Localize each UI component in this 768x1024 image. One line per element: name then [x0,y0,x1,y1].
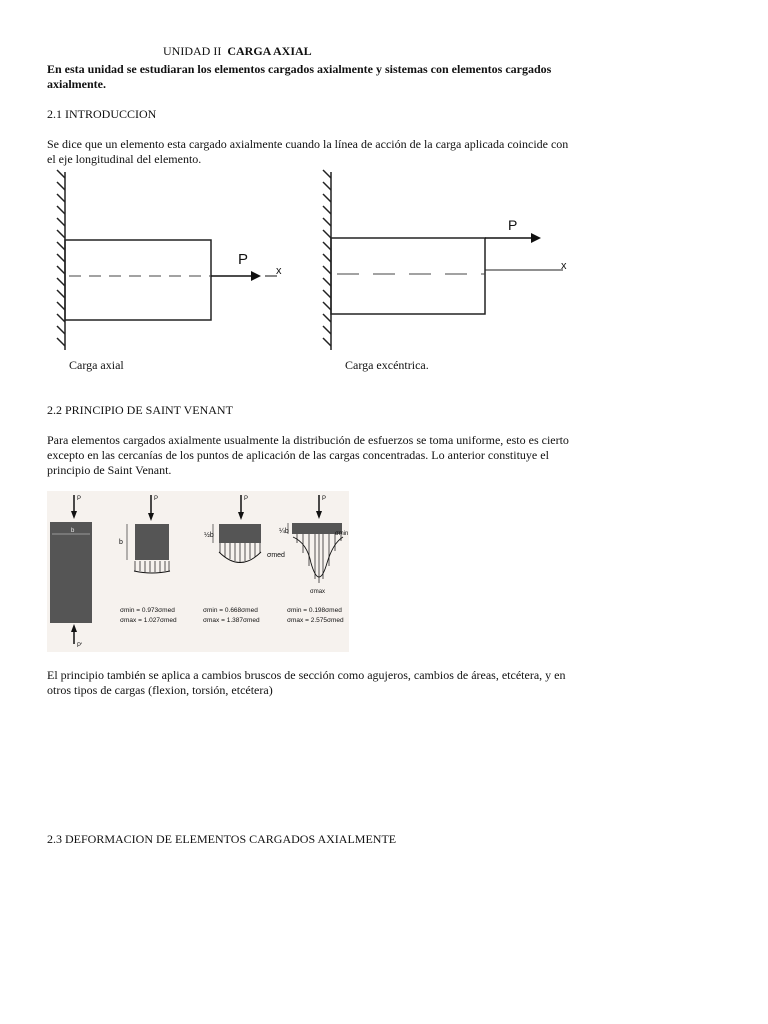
right-wall [323,170,331,350]
section-2-2-heading: 2.2 PRINCIPIO DE SAINT VENANT [47,403,233,417]
svg-text:P': P' [77,643,83,649]
svg-text:P: P [322,496,327,502]
section-2-1-para-line-2: el eje longitudinal del elemento. [47,152,202,166]
svg-text:σmin: σmin [335,531,349,537]
formula-2-max: σmax = 1.387σmed [203,617,260,624]
section-2-1-para-line-1: Se dice que un elemento esta cargado axialmente cuando la línea de acción de la carga aplicada coincide con [47,137,569,151]
formula-3-min: σmin = 0.198σmed [287,607,342,614]
svg-text:b: b [119,539,123,546]
intro-line-1: En esta unidad se estudiaran los elementos cargados axialmente y sistemas con elementos cargados [47,62,552,76]
intro-line-2: axialmente. [47,77,106,91]
unit-title: CARGA AXIAL [227,44,312,58]
section-2-2-after-line-1: El principio también se aplica a cambios bruscos de sección como agujeros, cambios de áreas, etcétera, y en [47,668,566,682]
section-2-2-para-line-3: principio de Saint Venant. [47,463,172,477]
svg-text:σmed: σmed [267,552,285,559]
section-2-3-heading: 2.3 DEFORMACION DE ELEMENTOS CARGADOS AXIALMENTE [47,832,397,846]
caption-axial: Carga axial [69,358,124,372]
section-2-1-heading: 2.1 INTRODUCCION [47,107,157,121]
stress-diagram-b [119,495,170,573]
full-bar-diagram [50,495,92,649]
unit-title-line [163,44,312,59]
caption-eccentric: Carga excéntrica. [345,358,429,372]
left-load-arrow [211,271,277,281]
svg-text:P: P [154,496,159,502]
axial-load-figure [55,168,595,353]
section-2-2-para-line-2: excepto en las cercanías de los puntos de aplicación de las cargas concentradas. Lo anterior constituye el [47,448,549,462]
svg-text:σmax: σmax [310,589,326,595]
left-axis-label: x [276,265,282,277]
svg-text:b: b [71,528,75,534]
svg-text:P: P [244,496,249,502]
right-axis-label: x [561,260,567,272]
right-load-label: P [508,217,518,233]
left-bar [65,240,211,320]
formula-2-min: σmin = 0.668σmed [203,607,258,614]
section-2-2-after-line-2: otros tipos de cargas (flexion, torsión, etcétera) [47,683,273,697]
left-wall [57,170,65,350]
unit-label: UNIDAD II [163,44,222,58]
left-load-label: P [238,251,249,268]
formula-1-min: σmin = 0.973σmed [120,607,175,614]
right-bar [331,238,485,314]
svg-text:½b: ½b [204,532,214,539]
formula-1-max: σmax = 1.027σmed [120,617,177,624]
stress-diagram-quarter-b [267,495,348,595]
right-load-arrow [485,233,541,243]
stress-diagram-half-b [204,495,261,563]
formula-3-max: σmax = 2.575σmed [287,617,344,624]
svg-text:P: P [77,496,82,502]
svg-text:¼b: ¼b [279,528,289,535]
section-2-2-para-line-1: Para elementos cargados axialmente usualmente la distribución de esfuerzos se toma uniforme, esto es cierto [47,433,569,447]
saint-venant-figure [47,491,349,652]
